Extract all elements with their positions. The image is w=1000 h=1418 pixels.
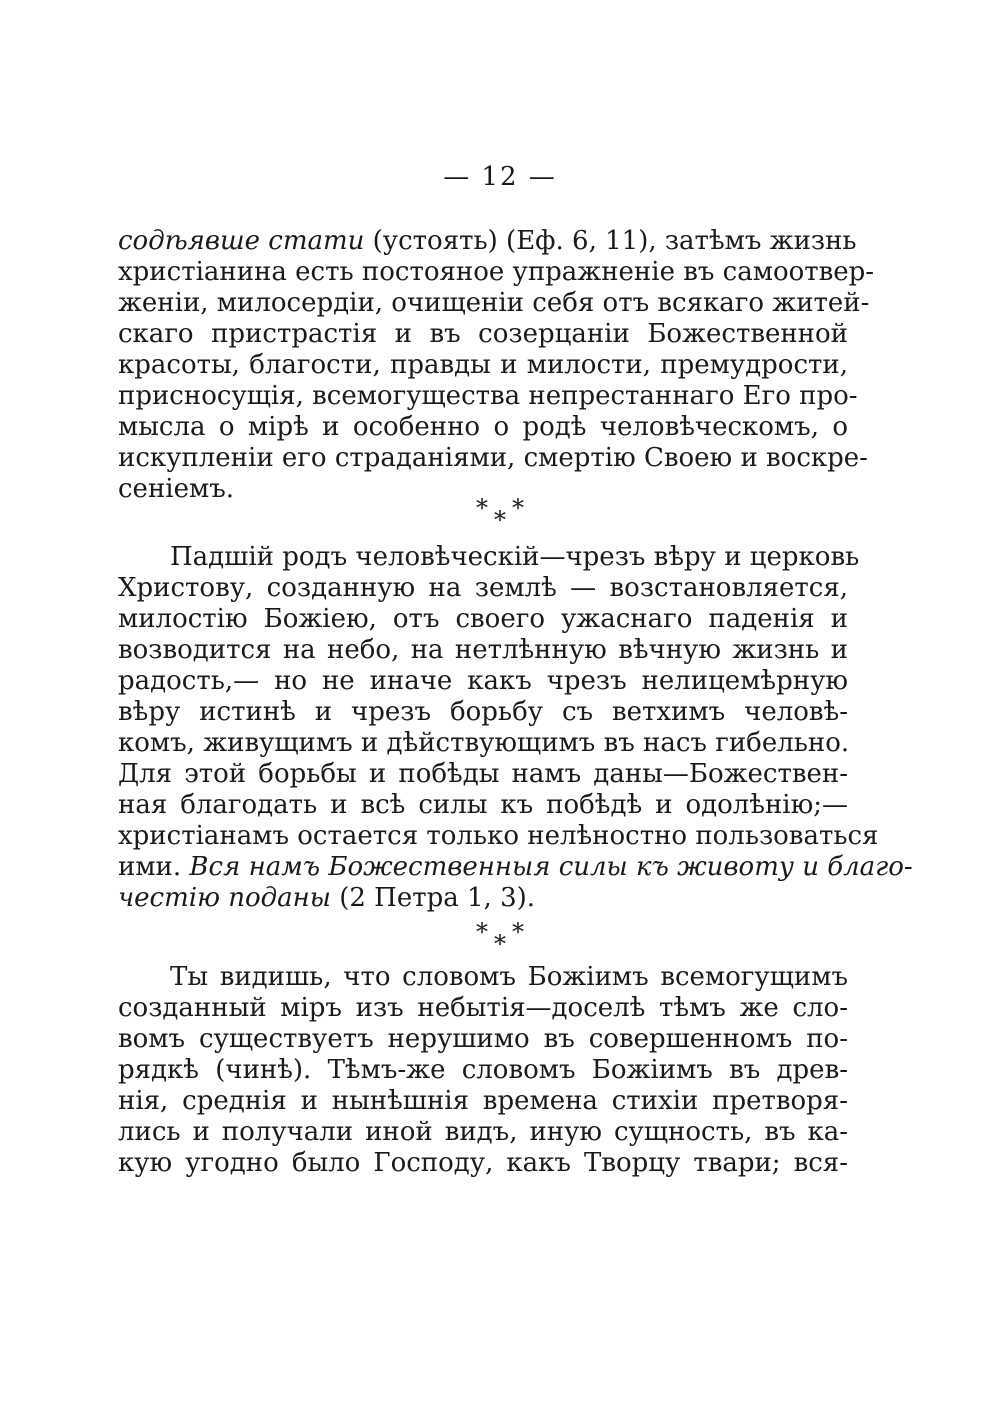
paragraph-2 <box>118 542 913 914</box>
text-line: радость,— но не иначе какъ чрезъ нелицемѣрную <box>118 666 848 696</box>
text-line: рядкѣ (чинѣ). Тѣмъ-же словомъ Божіимъ въ древ- <box>118 1055 848 1085</box>
text-line: христіанамъ остается только нелѣностно пользоваться <box>118 821 879 851</box>
asterisk: * <box>494 506 506 534</box>
text-line: вомъ существуетъ нерушимо въ совершенномъ по- <box>118 1024 848 1054</box>
text-line <box>118 852 913 883</box>
text-line: Ты видишь, что словомъ Божіимъ всемогущимъ <box>170 962 848 992</box>
text-line: лись и получали иной видъ, иную сущность, въ ка- <box>118 1117 848 1147</box>
asterism-divider <box>0 918 1000 958</box>
text-line: Для этой борьбы и побѣды намъ даны—Божествен- <box>118 759 848 789</box>
text-line: красоты, благости, правды и милости, премудрости, <box>118 350 848 380</box>
asterisk: * <box>476 494 488 522</box>
italic-scripture-quote: Вся намъ Божественныя силы къ животу и благо- <box>189 852 913 882</box>
paragraph-1 <box>118 226 875 505</box>
text-line <box>118 226 857 257</box>
paragraph-3 <box>118 962 848 1179</box>
text-line: мысла о мірѣ и особенно о родѣ человѣческомъ, о <box>118 412 848 442</box>
text-line: Падшій родъ человѣческій—чрезъ вѣру и церковь <box>170 542 860 572</box>
text-run: (устоять) (Еф. 6, 11), затѣмъ жизнь <box>364 226 857 256</box>
text-line: вѣру истинѣ и чрезъ борьбу съ ветхимъ человѣ- <box>118 697 848 727</box>
text-line: милостію Божіею, отъ своего ужаснаго паденія и <box>118 604 848 634</box>
text-line: кую угодно было Господу, какъ Творцу твари; вся- <box>118 1148 848 1178</box>
text-line: присносущія, всемогущества непрестаннаго Его про- <box>118 381 858 411</box>
text-line: нія, среднія и нынѣшнія времена стихіи претворя- <box>118 1086 848 1116</box>
text-line: скаго пристрастія и въ созерцаніи Божественной <box>118 319 848 349</box>
text-run: ими. <box>118 852 190 882</box>
text-line: христіанина есть постояное упражненіе въ самоотвер- <box>118 257 875 287</box>
text-line: искупленіи его страданіями, смертію Своею и воскре- <box>118 443 868 473</box>
asterisk: * <box>476 918 488 946</box>
text-line: ная благодать и всѣ силы къ побѣдѣ и одолѣнію;— <box>118 790 848 820</box>
text-line: созданный міръ изъ небытія—доселѣ тѣмъ же сло- <box>118 993 848 1023</box>
text-line: сеніемъ. <box>118 474 235 504</box>
text-line: женіи, милосердіи, очищеніи себя отъ всякаго житей- <box>118 288 870 318</box>
asterism-divider <box>0 494 1000 534</box>
text-line <box>118 883 848 914</box>
asterisk: * <box>512 918 524 946</box>
page-number: — 12 — <box>443 162 557 192</box>
asterisk: * <box>512 494 524 522</box>
text-line: Христову, созданную на землѣ — возстановляется, <box>118 573 848 603</box>
italic-scripture-quote: честію поданы <box>118 883 331 913</box>
asterisk: * <box>494 930 506 958</box>
italic-citation: содѣявше стати <box>118 226 365 256</box>
text-line: возводится на небо, на нетлѣнную вѣчную жизнь и <box>118 635 848 665</box>
text-run: (2 Петра 1, 3). <box>330 883 536 913</box>
text-line: комъ, живущимъ и дѣйствующимъ въ насъ гибельно. <box>118 728 850 758</box>
